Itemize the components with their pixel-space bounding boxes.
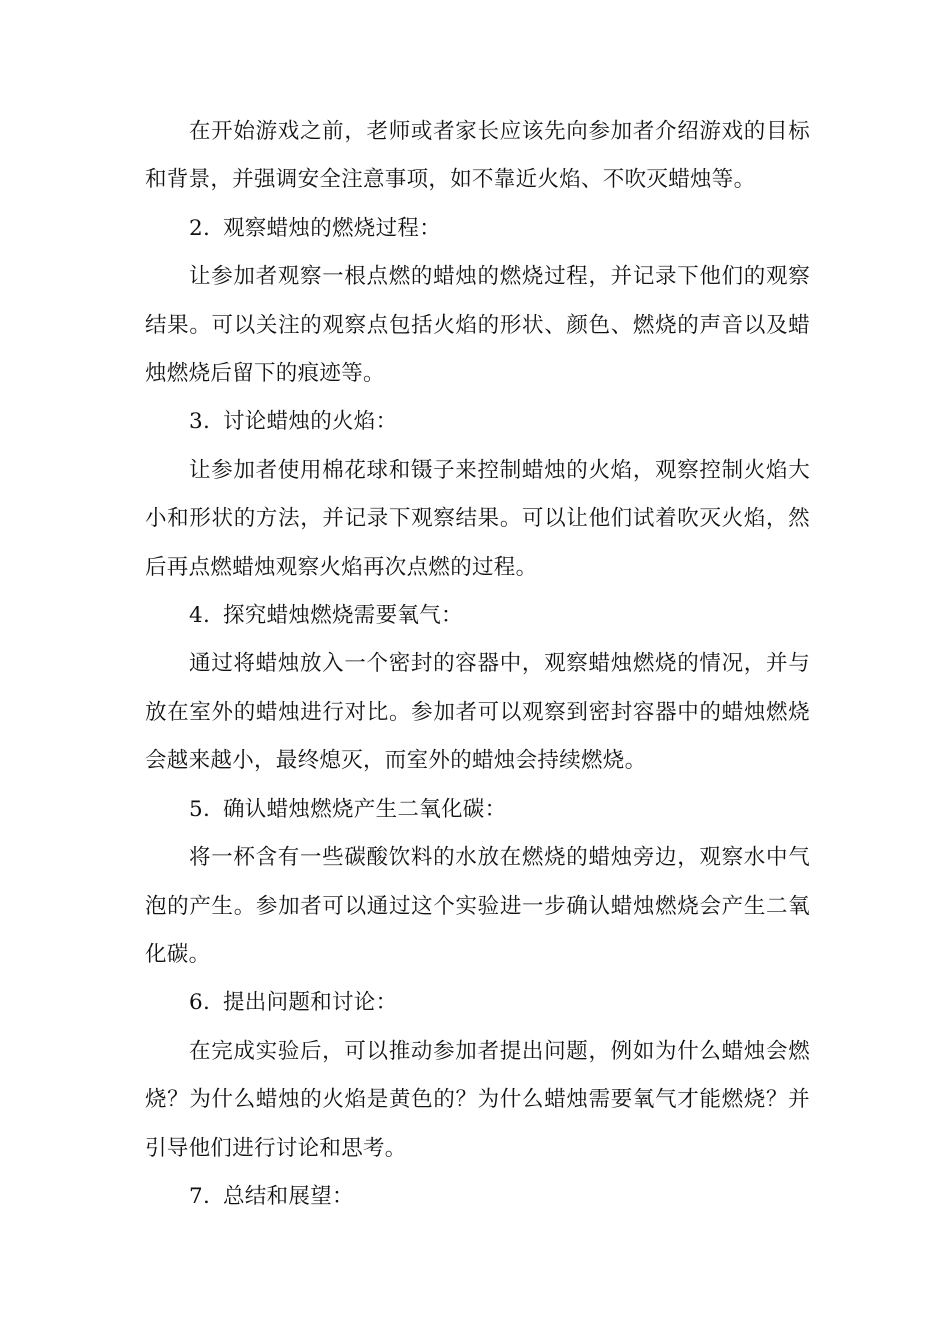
section-title: 确认蜡烛燃烧产生二氧化碳： [223, 796, 507, 822]
paragraph-intro: 在开始游戏之前，老师或者家长应该先向参加者介绍游戏的目标和背景，并强调安全注意事项，如不靠近火焰、不吹灭蜡烛等。 [145, 119, 810, 193]
paragraph-observe-burning: 让参加者观察一根点燃的蜡烛的燃烧过程，并记录下他们的观察结果。可以关注的观察点包括火焰的形状、颜色、燃烧的声音以及蜡烛燃烧后留下的痕迹等。 [145, 264, 810, 387]
section-title: 提出问题和讨论： [223, 990, 398, 1016]
section-heading-5 [145, 786, 810, 834]
section-number: 7. [189, 1183, 211, 1209]
section-title: 总结和展望： [223, 1183, 354, 1209]
section-title: 讨论蜡烛的火焰： [223, 409, 398, 435]
section-title: 探究蜡烛燃烧需要氧气： [223, 603, 463, 629]
paragraph-questions: 在完成实验后，可以推动参加者提出问题，例如为什么蜡烛会燃烧？为什么蜡烛的火焰是黄色的？为什么蜡烛需要氧气才能燃烧？并引导他们进行讨论和思考。 [145, 1038, 810, 1161]
section-heading-6 [145, 979, 810, 1027]
section-number: 4. [189, 603, 211, 629]
paragraph-oxygen: 通过将蜡烛放入一个密封的容器中，观察蜡烛燃烧的情况，并与放在室外的蜡烛进行对比。参加者可以观察到密封容器中的蜡烛燃烧会越来越小，最终熄灭，而室外的蜡烛会持续燃烧。 [145, 651, 810, 774]
paragraph-carbon-dioxide: 将一杯含有一些碳酸饮料的水放在燃烧的蜡烛旁边，观察水中气泡的产生。参加者可以通过这个实验进一步确认蜡烛燃烧会产生二氧化碳。 [145, 845, 810, 967]
section-heading-3 [145, 398, 810, 446]
paragraph-discuss-flame: 让参加者使用棉花球和镊子来控制蜡烛的火焰，观察控制火焰大小和形状的方法，并记录下观察结果。可以让他们试着吹灭火焰，然后再点燃蜡烛观察火焰再次点燃的过程。 [145, 457, 810, 580]
section-number: 2. [189, 215, 211, 241]
section-number: 6. [189, 990, 211, 1016]
section-title: 观察蜡烛的燃烧过程： [223, 215, 442, 241]
section-heading-7 [145, 1173, 810, 1221]
section-heading-4 [145, 592, 810, 640]
document-body [145, 108, 810, 1221]
section-number: 5. [189, 796, 211, 822]
section-number: 3. [189, 409, 211, 435]
section-heading-2 [145, 205, 810, 253]
